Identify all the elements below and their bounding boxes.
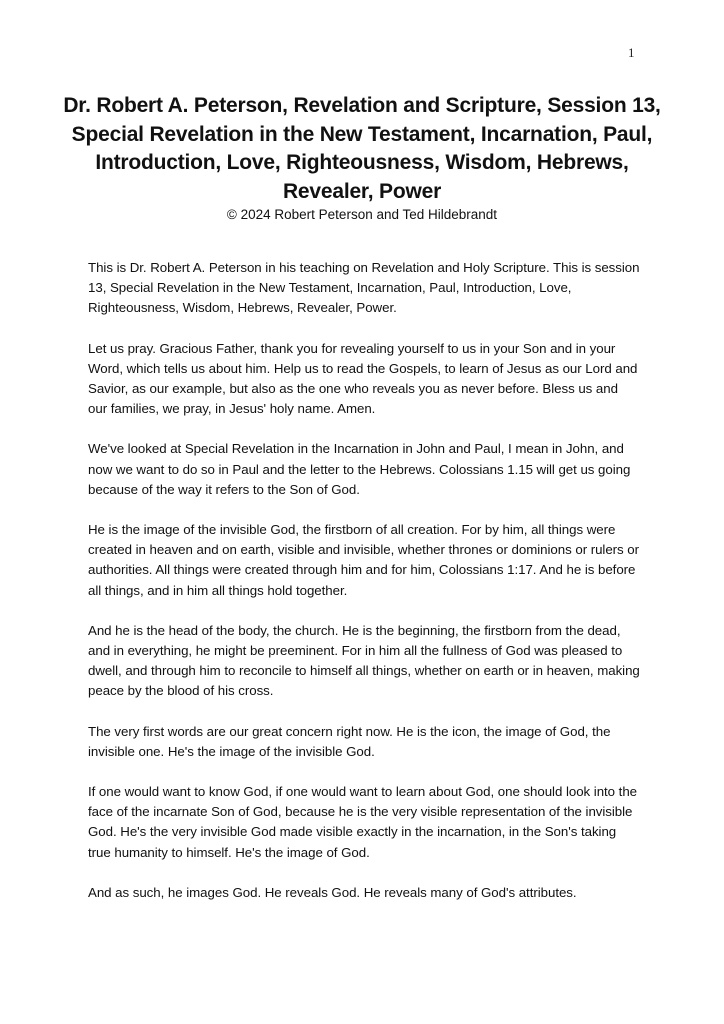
document-body bbox=[88, 258, 640, 923]
document-title: Dr. Robert A. Peterson, Revelation and Scripture, Session 13, Special Revelation in the New Testament, Incarnation, Paul, Introduction, Love, Righteousness, Wisdom, Hebrews, Revealer, Power bbox=[63, 94, 661, 203]
paragraph-colossians-quote-2: And he is the head of the body, the church. He is the beginning, the firstborn from the dead, and in everything, he might be preeminent. For in him all the fullness of God was pleased to dwell, and through him to reconcile to himself all things, whether on earth or in heaven, making peace by the blood of his cross. bbox=[88, 622, 640, 699]
copyright-notice: © 2024 Robert Peterson and Ted Hildebrandt bbox=[226, 207, 498, 222]
paragraph-introduction: This is Dr. Robert A. Peterson in his teaching on Revelation and Holy Scripture. This is session 13, Special Revelation in the New Testament, Incarnation, Paul, Introduction, Love, Righteousness, Wisdom, Hebrews, Revealer, Power. bbox=[88, 260, 640, 316]
paragraph-incarnate-son: If one would want to know God, if one would want to learn about God, one should look into the face of the incarnate Son of God, because he is the very visible representation of the invisible God. He's the very invisible God made visible exactly in the incarnation, in the Son's taking true humanity to himself. He's the image of God. bbox=[88, 784, 638, 860]
paragraph-colossians-quote-1: He is the image of the invisible God, the firstborn of all creation. For by him, all things were created in heaven and on earth, visible and invisible, whether thrones or dominions or rulers or authorities. All things were created through him and for him, Colossians 1:17. And he is before all things, and in him all things hold together. bbox=[88, 522, 640, 598]
document-header bbox=[60, 92, 664, 223]
paragraph-prayer: Let us pray. Gracious Father, thank you for revealing yourself to us in your Son and in your Word, which tells us about him. Help us to read the Gospels, to learn of Jesus as our Lord and Savior, as our example, but also as the one who reveals you as never before. Bless us and our families, we pray, in Jesus' holy name. Amen. bbox=[88, 340, 638, 417]
paragraph-image-of-god: The very first words are our great concern right now. He is the icon, the image of God, the invisible one. He's the image of the invisible God. bbox=[88, 723, 611, 759]
paragraph-attributes: And as such, he images God. He reveals God. He reveals many of God's attributes. bbox=[88, 884, 577, 900]
page-number: 1 bbox=[628, 45, 635, 60]
paragraph-colossians-intro: We've looked at Special Revelation in the Incarnation in John and Paul, I mean in John, and now we want to do so in Paul and the letter to the Hebrews. Colossians 1.15 will get us going because of the way it refers to the Son of God. bbox=[88, 441, 631, 497]
